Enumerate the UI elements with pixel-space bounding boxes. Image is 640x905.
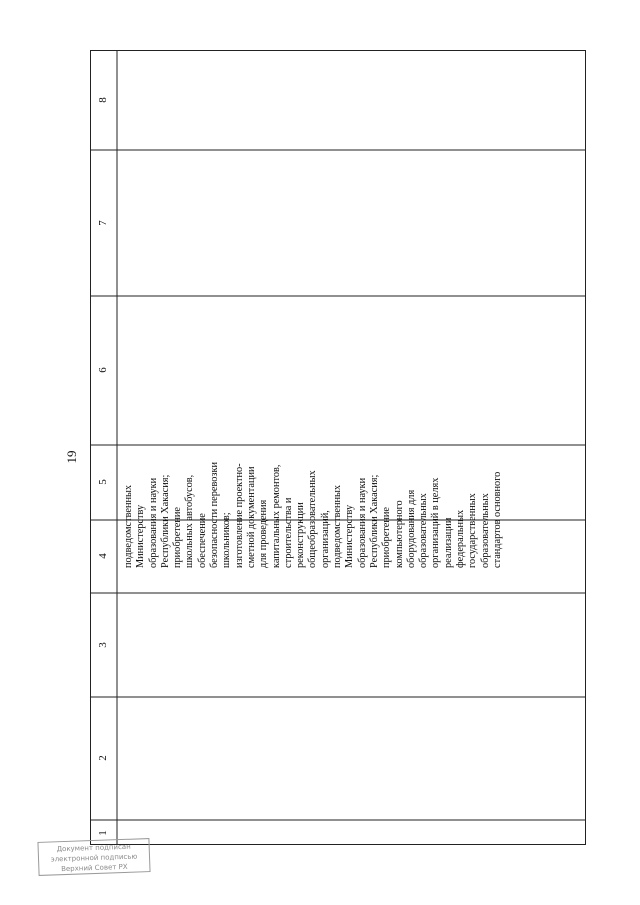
column7-line: сметной документации: [245, 466, 257, 568]
column7-line: общеобразовательных: [307, 470, 319, 568]
column-header-8: 8: [97, 97, 109, 103]
column7-line: обеспечение: [196, 513, 208, 568]
column7-line: Министерству: [135, 504, 147, 568]
column7-line: изготовление проектно-: [233, 463, 245, 568]
stamp-line: Документ подписан: [56, 842, 131, 854]
column7-line: федеральных: [455, 509, 467, 568]
column7-line: приобретение: [172, 507, 184, 568]
column-header-5: 5: [97, 479, 109, 485]
column7-cell-text: [123, 163, 504, 568]
column7-line: подведомственных: [123, 484, 134, 568]
column7-line: образования и науки: [147, 477, 159, 568]
electronic-signature-stamp: [37, 838, 150, 876]
column-header-2: 2: [97, 755, 109, 761]
column7-line: приобретение: [381, 507, 393, 568]
column-header-1: 1: [97, 830, 109, 836]
column-header-3: 3: [97, 642, 109, 648]
column7-line: подведомственных: [332, 484, 344, 568]
stamp-line: электронной подписью: [50, 852, 138, 864]
column7-line: образовательных: [479, 493, 491, 568]
column-header-4: 4: [97, 553, 109, 559]
column7-line: строительства и: [282, 497, 294, 568]
page-number: 19: [64, 450, 79, 464]
column7-line: оборудования для: [405, 489, 417, 568]
column7-line: компьютерного: [393, 500, 405, 568]
column7-line: Республики Хакасия;: [159, 474, 171, 568]
column7-line: капитальных ремонтов,: [270, 464, 282, 568]
column7-line: организаций в целях: [430, 477, 442, 568]
column7-line: образовательных: [418, 493, 430, 568]
column7-line: Министерству: [344, 504, 356, 568]
column7-line: реконструкции: [295, 502, 307, 568]
stamp-line: Верхний Совет РХ: [60, 862, 128, 874]
column7-line: организаций,: [319, 510, 331, 568]
column-header-7: 7: [97, 220, 109, 226]
column7-line: для проведения: [258, 499, 270, 568]
column-header-6: 6: [97, 367, 109, 373]
column7-line: школьников;: [221, 512, 233, 568]
column7-line: образования и науки: [356, 477, 368, 568]
column7-line: школьных автобусов,: [184, 474, 196, 568]
column7-line: безопасности перевозки: [209, 462, 221, 568]
column7-line: государственных: [467, 493, 479, 568]
column7-line: стандартов основного: [491, 471, 503, 568]
column7-line: Республики Хакасия;: [368, 474, 380, 568]
column7-line: реализации: [442, 517, 454, 568]
